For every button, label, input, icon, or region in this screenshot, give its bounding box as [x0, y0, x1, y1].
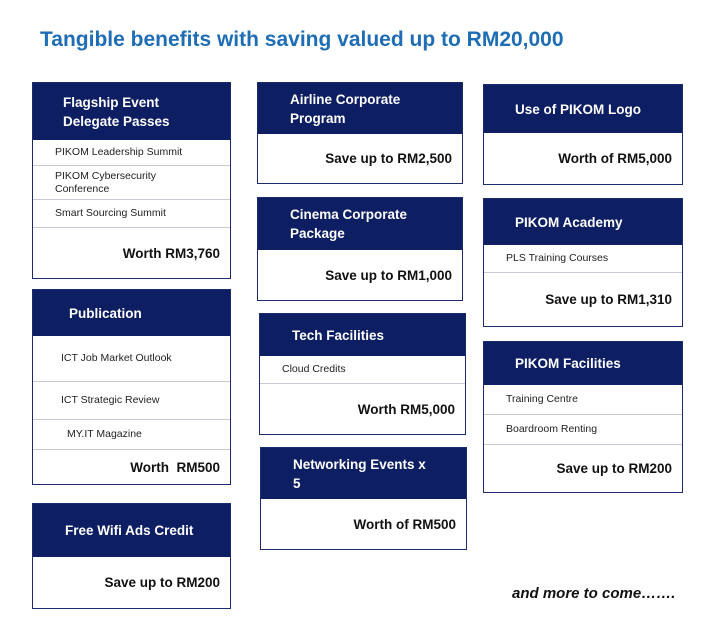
- card-title: Free Wifi Ads Credit: [65, 523, 194, 538]
- card-pikom-logo: [483, 84, 683, 185]
- list-item: PIKOM Cybersecurity Conference: [33, 166, 230, 200]
- page-title: Tangible benefits with saving valued up to RM20,000: [40, 28, 564, 51]
- card-header: [258, 198, 462, 250]
- card-free-wifi: [32, 503, 231, 609]
- card-publication: [32, 289, 231, 485]
- footer-note: and more to come…….: [512, 585, 676, 602]
- card-title: Networking Events x 5: [293, 456, 426, 491]
- card-value: Worth RM500: [130, 459, 220, 475]
- card-header: [33, 290, 230, 336]
- list-item: PIKOM Leadership Summit: [33, 140, 230, 166]
- card-value: Save up to RM200: [556, 461, 672, 476]
- card-header: [261, 448, 466, 499]
- card-networking: [260, 447, 467, 550]
- card-pikom-facilities: [483, 341, 683, 493]
- card-title: Airline Corporate Program: [290, 91, 401, 126]
- card-header: [258, 83, 462, 134]
- card-pikom-academy: [483, 198, 683, 327]
- card-title: Use of PIKOM Logo: [515, 101, 641, 117]
- card-flagship-event: [32, 82, 231, 279]
- card-value: Worth of RM5,000: [558, 151, 672, 166]
- card-header: [33, 83, 230, 140]
- list-item: ICT Job Market Outlook: [33, 336, 230, 382]
- card-title: Flagship Event Delegate Passes: [63, 94, 170, 129]
- list-item: Cloud Credits: [260, 356, 465, 384]
- card-title: PIKOM Facilities: [515, 356, 621, 371]
- card-title: Publication: [69, 305, 142, 321]
- card-title: PIKOM Academy: [515, 214, 623, 230]
- card-header: [33, 504, 230, 557]
- list-item: Smart Sourcing Summit: [33, 200, 230, 228]
- card-value: Save up to RM1,310: [545, 292, 672, 307]
- card-value: Save up to RM2,500: [325, 151, 452, 166]
- card-value: Save up to RM200: [104, 575, 220, 590]
- card-title: Cinema Corporate Package: [290, 207, 408, 241]
- card-header: [260, 314, 465, 356]
- card-title: Tech Facilities: [292, 327, 385, 343]
- card-header: [484, 342, 682, 385]
- card-value: Worth RM3,760: [122, 245, 220, 261]
- list-item: PLS Training Courses: [484, 245, 682, 273]
- list-item: ICT Strategic Review: [33, 382, 230, 420]
- card-header: [484, 199, 682, 245]
- list-item: MY.IT Magazine: [33, 420, 230, 450]
- card-value: Worth RM5,000: [357, 401, 455, 417]
- card-value: Worth of RM500: [353, 516, 456, 532]
- card-cinema: [257, 197, 463, 301]
- card-header: [484, 85, 682, 133]
- card-tech-facilities: [259, 313, 466, 435]
- list-item: Training Centre: [484, 385, 682, 415]
- card-value: Save up to RM1,000: [325, 267, 452, 283]
- card-airline: [257, 82, 463, 184]
- list-item: Boardroom Renting: [484, 415, 682, 445]
